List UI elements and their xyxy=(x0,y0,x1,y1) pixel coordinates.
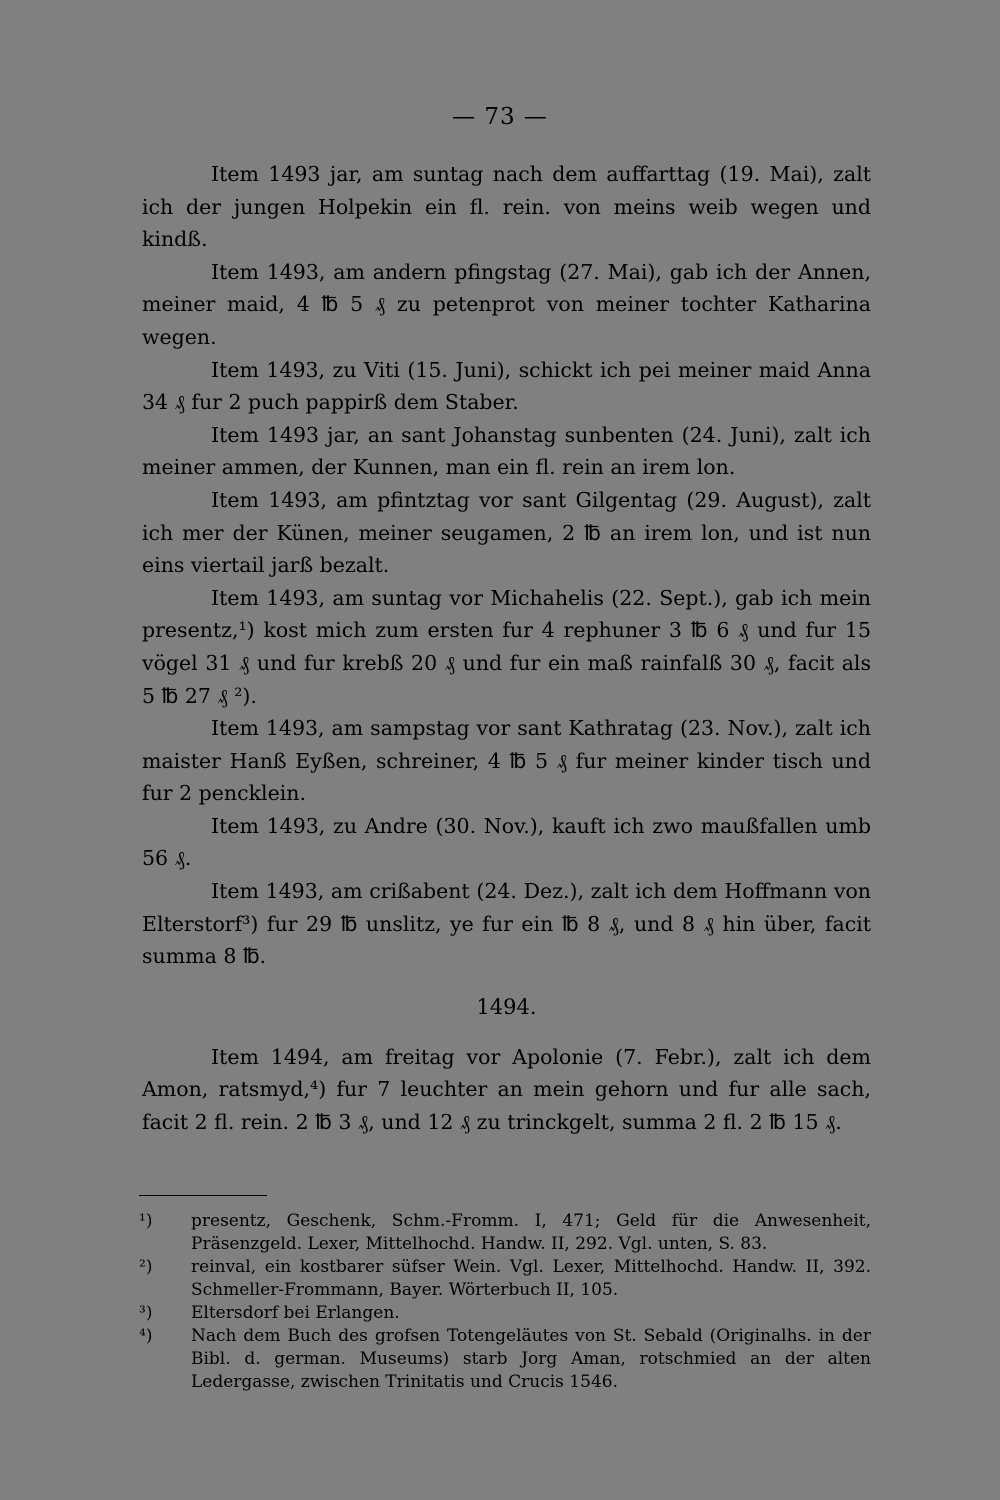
entry-paragraph: Item 1493, am sampstag vor sant Kathratag (23. Nov.), zalt ich maister Hanß Eyßen, schreiner, 4 ℔ 5 ₰ fur meiner kinder tisch und fur 2 pencklein. xyxy=(142,716,871,806)
entry-paragraph: Item 1493, zu Viti (15. Juni), schickt ich pei meiner maid Anna 34 ₰ fur 2 puch pappirß dem Staber. xyxy=(142,357,871,415)
footnote xyxy=(139,1325,871,1394)
footnote xyxy=(139,1256,871,1302)
entry-paragraph: Item 1493, am pfintztag vor sant Gilgentag (29. August), zalt ich mer der Künen, meiner seugamen, 2 ℔ an irem lon, und ist nun eins viertail jarß bezalt. xyxy=(142,487,871,578)
section-heading-year: 1494. xyxy=(476,994,537,1019)
entry-paragraph: Item 1493, am suntag vor Michahelis (22. Sept.), gab ich mein presentz,¹) kost mich zum ersten fur 4 rephuner 3 ℔ 6 ₰ und fur 15 vögel 31 ₰ und fur krebß 20 ₰ und fur ein maß rainfalß 30 ₰, facit als 5 ℔ 27 ₰ ²). xyxy=(142,585,871,708)
footnote-text: presentz, Geschenk, Schm.-Fromm. I, 471; Geld für die Anwesenheit, Präsenzgeld. Lexer, Mittelhochd. Handw. II, 292. Vgl. unten, S. 83. xyxy=(191,1211,871,1254)
entry-paragraph: Item 1493 jar, an sant Johanstag sunbenten (24. Juni), zalt ich meiner ammen, der Kunnen, man ein fl. rein an irem lon. xyxy=(142,422,871,480)
footnotes xyxy=(139,1210,871,1394)
footnote-mark: ²) xyxy=(139,1257,153,1277)
entry-paragraph: Item 1493, am crißabent (24. Dez.), zalt ich dem Hoffmann von Elterstorf³) fur 29 ℔ unslitz, ye fur ein ℔ 8 ₰, und 8 ₰ hin über, facit summa 8 ℔. xyxy=(142,879,871,969)
entry-paragraph: Item 1494, am freitag vor Apolonie (7. Febr.), zalt ich dem Amon, ratsmyd,⁴) fur 7 leuchter an mein gehorn und fur alle sach, facit 2 fl. rein. 2 ℔ 3 ₰, und 12 ₰ zu trinckgelt, summa 2 fl. 2 ℔ 15 ₰. xyxy=(142,1044,871,1135)
entry-paragraph: Item 1493, am andern pfingstag (27. Mai), gab ich der Annen, meiner maid, 4 ℔ 5 ₰ zu petenprot von meiner tochter Katharina wegen. xyxy=(142,259,871,349)
entry-paragraph: Item 1493, zu Andre (30. Nov.), kauft ich zwo maußfallen umb 56 ₰. xyxy=(142,813,871,871)
footnote-text: Nach dem Buch des grofsen Totengeläutes von St. Sebald (Originalhs. in der Bibl. d. german. Museums) starb Jorg Aman, rotschmied an der alten Ledergasse, zwischen Trinitatis und Crucis 1546. xyxy=(191,1326,871,1392)
footnote-divider xyxy=(139,1195,267,1196)
footnote xyxy=(139,1302,871,1325)
entry-paragraph: Item 1493 jar, am suntag nach dem auffarttag (19. Mai), zalt ich der jungen Holpekin ein fl. rein. von meins weib wegen und kindß. xyxy=(142,162,871,252)
main-text xyxy=(142,158,871,1139)
footnote-mark: ⁴) xyxy=(139,1326,153,1346)
footnote-mark: ¹) xyxy=(139,1211,153,1231)
footnote-text: Eltersdorf bei Erlangen. xyxy=(191,1303,400,1323)
footnote-text: reinval, ein kostbarer süfser Wein. Vgl. Lexer, Mittelhochd. Handw. II, 392. Schmeller-Frommann, Bayer. Wörterbuch II, 105. xyxy=(191,1257,871,1300)
footnote-mark: ³) xyxy=(139,1303,153,1323)
page-number: — 73 — xyxy=(452,104,548,130)
footnote xyxy=(139,1210,871,1256)
